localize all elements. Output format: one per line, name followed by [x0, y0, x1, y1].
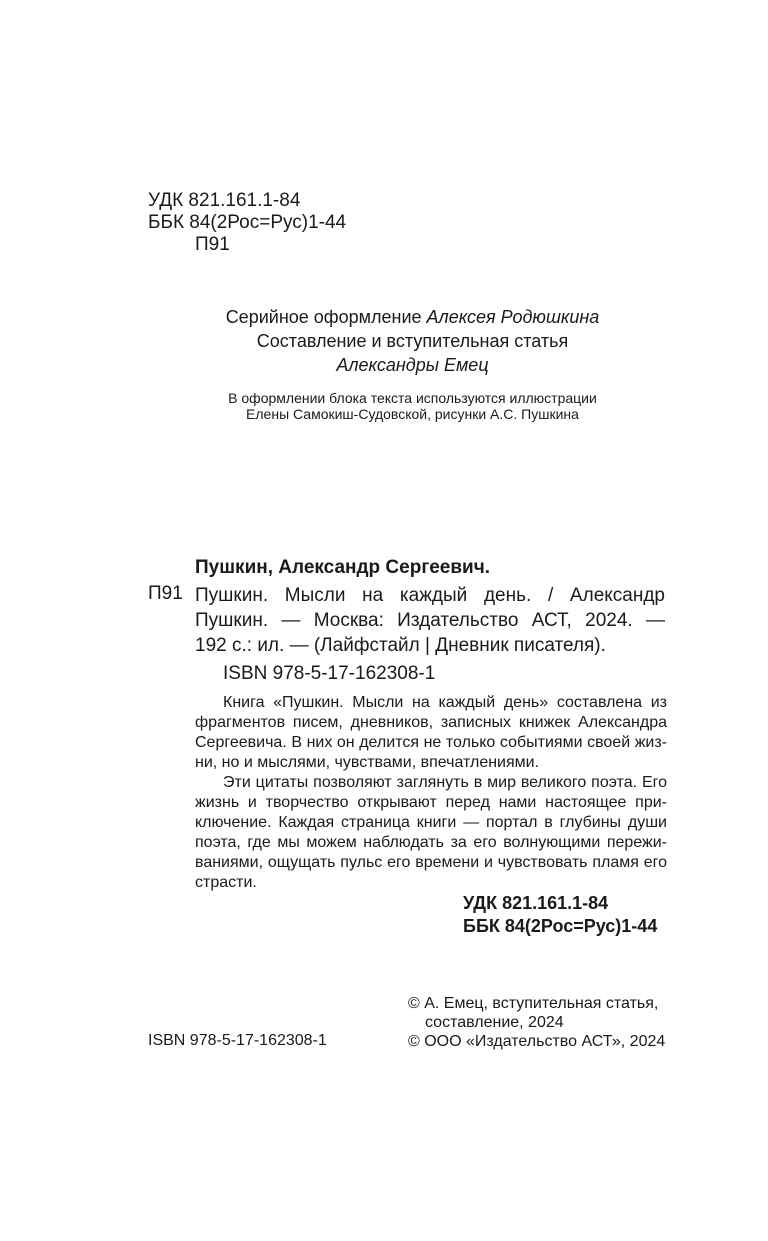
isbn-main: ISBN 978-5-17-162308-1 — [223, 663, 436, 684]
classification-bold — [463, 892, 657, 938]
compilation-label: Составление и вступительная статья — [256, 331, 569, 351]
annotation-line: страсти. — [195, 874, 257, 891]
description-line: Пушкин. Мысли на каждый день. / Александр — [195, 585, 665, 606]
copyright-line: © А. Емец, вступительная статья, — [408, 995, 659, 1012]
isbn-footer: ISBN 978-5-17-162308-1 — [148, 1032, 327, 1049]
copyright-line: © ООО «Издательство АСТ», 2024 — [408, 1033, 666, 1050]
series-design-label: Серийное оформление — [225, 307, 422, 327]
annotation-line: Книга «Пушкин. Мысли на каждый день» составлена из — [223, 694, 667, 711]
annotation-line: Эти цитаты позволяют заглянуть в мир великого поэта. Его — [223, 774, 667, 791]
bibliographic-description — [195, 583, 665, 658]
compilation-name-text: Александры Емец — [336, 355, 489, 375]
annotation-line: Сергеевича. В них он делится не только событиями своей жиз- — [195, 734, 667, 751]
copyright-block — [408, 994, 665, 1051]
series-design-name: Алексея Родюшкина — [426, 307, 600, 327]
description-line: 192 с.: ил. — (Лайфстайл | Дневник писателя). — [195, 635, 606, 656]
annotation-line: ваниями, ощущать пульс его времени и чувствовать пламя его — [195, 854, 667, 871]
udk-code-bold: УДК 821.161.1-84 — [463, 893, 609, 913]
compilation-name — [140, 355, 685, 376]
description-line: Пушкин. — Москва: Издательство АСТ, 2024. — — [195, 610, 665, 631]
copyright-line: составление, 2024 — [425, 1014, 564, 1031]
illustration-note-line: В оформлении блока текста используются иллюстрации — [228, 390, 597, 406]
illustration-note-line: Елены Самокиш-Судовской, рисунки А.С. Пушкина — [246, 406, 579, 422]
annotation — [195, 693, 667, 893]
illustration-note — [140, 390, 685, 422]
classification-codes — [148, 190, 346, 256]
series-design-line — [140, 307, 685, 328]
udk-code: УДК 821.161.1-84 — [148, 190, 301, 211]
annotation-line: поэта, где мы можем наблюдать за его волнующими пережи- — [195, 834, 667, 851]
bbk-code-bold: ББК 84(2Рос=Рус)1-44 — [463, 916, 658, 936]
author-heading: Пушкин, Александр Сергеевич. — [195, 557, 491, 578]
annotation-line: фрагментов писем, дневников, записных книжек Александра — [195, 714, 667, 731]
annotation-line: ключение. Каждая страница книги — портал в глубины души — [195, 814, 667, 831]
annotation-line: ни, но и мыслями, чувствами, впечатлениями. — [195, 754, 540, 771]
bbk-code: ББК 84(2Рос=Рус)1-44 — [148, 212, 347, 233]
author-sign-code: П91 — [195, 234, 230, 255]
credits-block — [140, 307, 685, 376]
author-sign-inline: П91 — [148, 583, 183, 604]
annotation-line: жизнь и творчество открывают перед нами настоящее при- — [195, 794, 667, 811]
